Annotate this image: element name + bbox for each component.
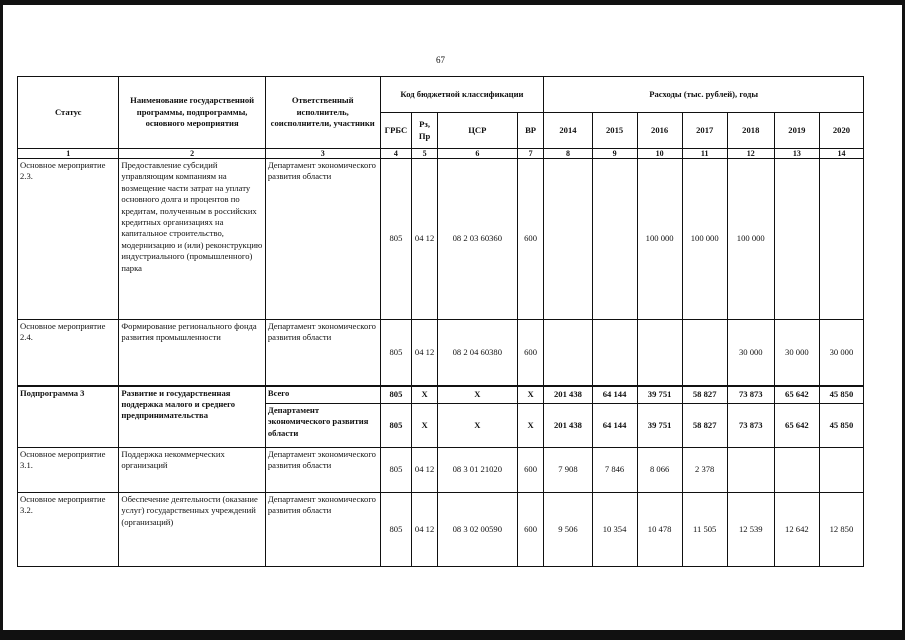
row-responsible: Департамент экономического развития области	[265, 320, 380, 386]
row-value: 73 873	[727, 404, 774, 448]
header-row-1	[18, 77, 864, 113]
col-number: 13	[774, 149, 819, 159]
row-value: 65 642	[774, 386, 819, 404]
row-grbs: 805	[380, 404, 412, 448]
row-value	[544, 159, 592, 320]
row-value: 11 505	[682, 493, 727, 567]
row-rzpr: 04 12	[412, 320, 438, 386]
row-status: Подпрограмма 3	[18, 386, 119, 448]
row-value: 58 827	[682, 386, 727, 404]
header-year: 2020	[819, 113, 863, 149]
header-year: 2015	[592, 113, 637, 149]
row-value: 100 000	[727, 159, 774, 320]
row-value	[727, 448, 774, 493]
row-value: 64 144	[592, 404, 637, 448]
header-grbs: ГРБС	[380, 113, 412, 149]
row-value: 100 000	[682, 159, 727, 320]
row-vr: Х	[517, 404, 544, 448]
header-responsible: Ответственный исполнитель, соисполнители, участники	[265, 77, 380, 149]
row-value: 100 000	[637, 159, 682, 320]
col-number: 4	[380, 149, 412, 159]
header-status: Статус	[18, 77, 119, 149]
row-value: 65 642	[774, 404, 819, 448]
row-value	[682, 320, 727, 386]
page-number: 67	[436, 55, 445, 65]
table-row	[18, 493, 864, 567]
row-rzpr: 04 12	[412, 493, 438, 567]
row-rzpr: 04 12	[412, 159, 438, 320]
row-value: 30 000	[774, 320, 819, 386]
row-value: 201 438	[544, 404, 592, 448]
table-row	[18, 448, 864, 493]
row-name: Обеспечение деятельности (оказание услуг) государственных учреждений (организаций)	[119, 493, 265, 567]
row-value: 30 000	[727, 320, 774, 386]
row-rzpr: Х	[412, 386, 438, 404]
row-rzpr: Х	[412, 404, 438, 448]
row-name: Формирование регионального фонда развития промышленности	[119, 320, 265, 386]
row-value	[544, 320, 592, 386]
row-grbs: 805	[380, 493, 412, 567]
row-grbs: 805	[380, 386, 412, 404]
header-budget-code: Код бюджетной классификации	[380, 77, 544, 113]
row-name: Поддержка некоммерческих организаций	[119, 448, 265, 493]
header-year: 2014	[544, 113, 592, 149]
row-value	[774, 448, 819, 493]
row-responsible: Всего	[265, 386, 380, 404]
scan-border-left	[0, 0, 3, 640]
row-value: 7 908	[544, 448, 592, 493]
row-grbs: 805	[380, 159, 412, 320]
row-status: Основное мероприятие 3.1.	[18, 448, 119, 493]
header-rzpr: Рз, Пр	[412, 113, 438, 149]
col-number: 9	[592, 149, 637, 159]
header-year: 2019	[774, 113, 819, 149]
row-value	[592, 159, 637, 320]
col-number: 3	[265, 149, 380, 159]
row-value	[819, 159, 863, 320]
col-number: 5	[412, 149, 438, 159]
row-csr: Х	[437, 404, 517, 448]
header-year: 2016	[637, 113, 682, 149]
row-rzpr: 04 12	[412, 448, 438, 493]
header-csr: ЦСР	[437, 113, 517, 149]
row-value: 10 478	[637, 493, 682, 567]
row-value: 12 850	[819, 493, 863, 567]
row-responsible: Департамент экономического развития области	[265, 404, 380, 448]
row-value: 64 144	[592, 386, 637, 404]
row-responsible: Департамент экономического развития области	[265, 159, 380, 320]
row-status: Основное мероприятие 2.3.	[18, 159, 119, 320]
col-number: 14	[819, 149, 863, 159]
scan-border-bottom	[0, 630, 905, 640]
col-number: 11	[682, 149, 727, 159]
row-value: 7 846	[592, 448, 637, 493]
row-value: 45 850	[819, 404, 863, 448]
scan-border-top	[0, 0, 905, 5]
col-number: 10	[637, 149, 682, 159]
col-number: 12	[727, 149, 774, 159]
row-value	[592, 320, 637, 386]
row-csr: 08 2 04 60380	[437, 320, 517, 386]
row-value: 73 873	[727, 386, 774, 404]
header-year: 2018	[727, 113, 774, 149]
col-number: 7	[517, 149, 544, 159]
row-csr: 08 3 01 21020	[437, 448, 517, 493]
header-name: Наименование государственной программы, подпрограммы, основного мероприятия	[119, 77, 265, 149]
row-value: 39 751	[637, 404, 682, 448]
row-value	[819, 448, 863, 493]
row-responsible: Департамент экономического развития области	[265, 448, 380, 493]
col-number: 6	[437, 149, 517, 159]
row-csr: Х	[437, 386, 517, 404]
row-value: 2 378	[682, 448, 727, 493]
row-value: 12 642	[774, 493, 819, 567]
col-number: 8	[544, 149, 592, 159]
row-vr: Х	[517, 386, 544, 404]
row-responsible: Департамент экономического развития области	[265, 493, 380, 567]
row-value	[637, 320, 682, 386]
row-value: 45 850	[819, 386, 863, 404]
col-number: 2	[119, 149, 265, 159]
row-grbs: 805	[380, 320, 412, 386]
table-row	[18, 320, 864, 386]
table-row	[18, 159, 864, 320]
table-row	[18, 386, 864, 404]
header-expenses: Расходы (тыс. рублей), годы	[544, 77, 864, 113]
row-status: Основное мероприятие 3.2.	[18, 493, 119, 567]
header-vr: ВР	[517, 113, 544, 149]
col-number: 1	[18, 149, 119, 159]
row-name: Развитие и государственная поддержка малого и среднего предпринимательства	[119, 386, 265, 448]
column-number-row	[18, 149, 864, 159]
row-vr: 600	[517, 159, 544, 320]
row-value: 8 066	[637, 448, 682, 493]
row-csr: 08 3 02 00590	[437, 493, 517, 567]
row-value	[774, 159, 819, 320]
row-value: 9 506	[544, 493, 592, 567]
row-name: Предоставление субсидий управляющим компаниям на возмещение части затрат на уплату основного долга и процентов по кредитам, полученным в российских кредитных организациях на капитальное строительство, модернизацию и (или) реконструкцию индустриального (промышленного) парка	[119, 159, 265, 320]
row-value: 10 354	[592, 493, 637, 567]
row-grbs: 805	[380, 448, 412, 493]
row-vr: 600	[517, 448, 544, 493]
row-value: 201 438	[544, 386, 592, 404]
row-csr: 08 2 03 60360	[437, 159, 517, 320]
row-value: 39 751	[637, 386, 682, 404]
row-value: 12 539	[727, 493, 774, 567]
row-vr: 600	[517, 320, 544, 386]
row-vr: 600	[517, 493, 544, 567]
header-year: 2017	[682, 113, 727, 149]
row-status: Основное мероприятие 2.4.	[18, 320, 119, 386]
budget-table	[17, 76, 864, 567]
row-value: 30 000	[819, 320, 863, 386]
row-value: 58 827	[682, 404, 727, 448]
